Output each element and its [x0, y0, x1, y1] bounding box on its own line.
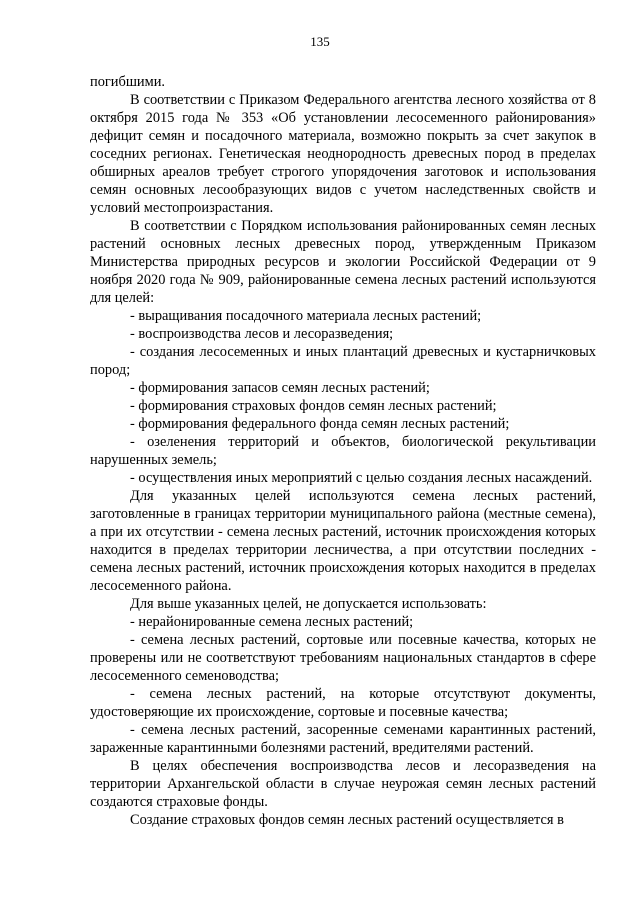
list-item: - формирования федерального фонда семян лесных растений;	[130, 416, 510, 432]
page-number: 135	[310, 34, 330, 49]
list-item: - осуществления иных мероприятий с целью создания лесных насаждений.	[130, 470, 593, 486]
paragraph-order-353: В соответствии с Приказом Федерального агентства лесного хозяйства от 8 октября 2015 года № 353 «Об установлении лесосеменного районирования» дефицит семян и посадочного материала, возможно покрыть за счет закупок в соседних регионах. Генетическая неоднородность древесных пород в пределах обширных ареалов требует строгого упорядочения заготовок и использования семян основных лесообразующих видов с учетом наследственных свойств и условий местопроизрастания.	[90, 92, 596, 216]
paragraph-continuation: погибшими.	[90, 74, 166, 90]
list-item: - выращивания посадочного материала лесных растений;	[130, 308, 482, 324]
list-item: - формирования страховых фондов семян лесных растений;	[130, 398, 497, 414]
paragraph-insurance-funds: В целях обеспечения воспроизводства лесов и лесоразведения на территории Архангельской области в случае неурожая семян лесных растений создаются страховые фонды.	[90, 758, 596, 810]
paragraph-not-allowed: Для выше указанных целей, не допускается использовать:	[130, 596, 487, 612]
list-item: - семена лесных растений, сортовые или посевные качества, которых не проверены или не соответствуют требованиям национальных стандартов в сфере лесосеменного семеноводства;	[90, 632, 596, 684]
paragraph-seed-usage: Для указанных целей используются семена лесных растений, заготовленные в границах территории муниципального района (местные семена), а при их отсутствии - семена лесных растений, источник происхождения которых находится в пределах территории лесничества, а при отсутствии последних - семена лесных растений, источник происхождения которых находится в пределах лесосеменного района.	[90, 488, 596, 594]
list-item: - формирования запасов семян лесных растений;	[130, 380, 430, 396]
document-body	[90, 73, 596, 829]
paragraph-order-909: В соответствии с Порядком использования районированных семян лесных растений основных лесных древесных пород, утвержденным Приказом Министерства природных ресурсов и экологии Российской Федерации от 9 ноября 2020 года № 909, районированные семена лесных растений используются для целей:	[90, 218, 596, 306]
paragraph-insurance-creation: Создание страховых фондов семян лесных растений осуществляется в	[130, 812, 564, 828]
list-item: - воспроизводства лесов и лесоразведения;	[130, 326, 394, 342]
list-item: - создания лесосеменных и иных плантаций древесных и кустарничковых пород;	[90, 344, 596, 378]
list-item: - семена лесных растений, на которые отсутствуют документы, удостоверяющие их происхождение, сортовые и посевные качества;	[90, 686, 596, 720]
list-item: - семена лесных растений, засоренные семенами карантинных растений, зараженные карантинными болезнями растений, вредителями растений.	[90, 722, 596, 756]
list-item: - озеленения территорий и объектов, биологической рекультивации нарушенных земель;	[90, 434, 596, 468]
list-item: - нерайонированные семена лесных растений;	[130, 614, 414, 630]
